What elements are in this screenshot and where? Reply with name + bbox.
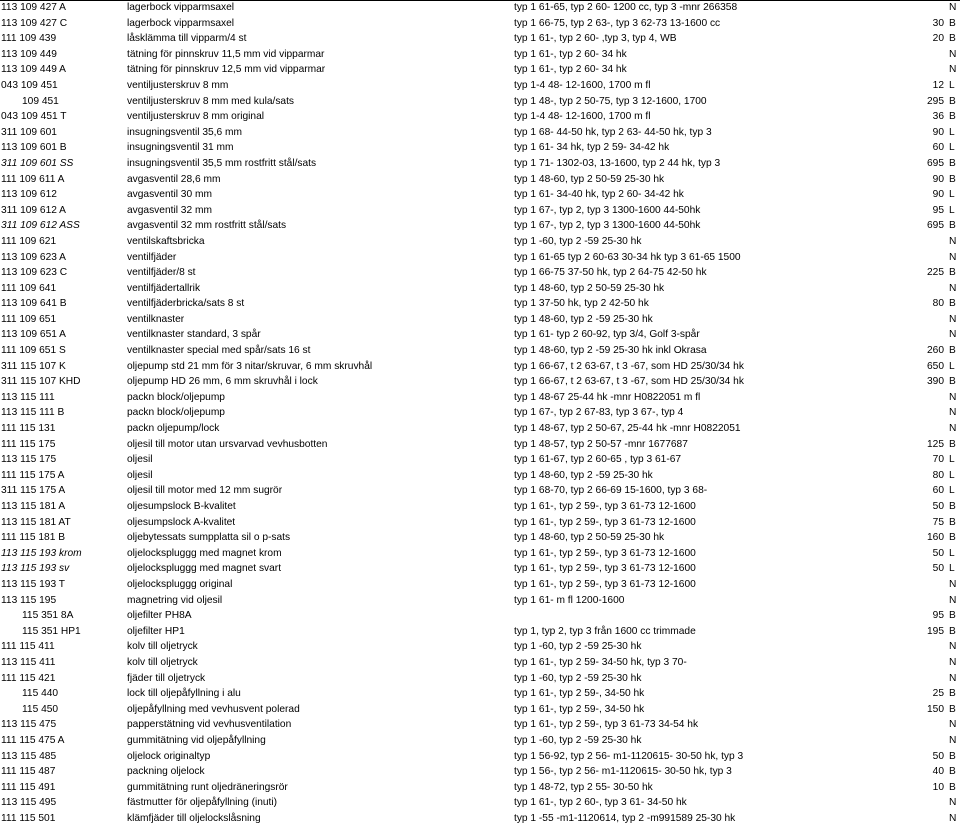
price: 150 — [927, 703, 944, 715]
fitment: typ 1 61-, typ 2 60-, typ 3 61- 34-50 hk — [514, 797, 687, 809]
list-item — [0, 94, 960, 110]
fitment: typ 1 48-67, typ 2 50-67, 25-44 hk -mnr H0822051 — [514, 423, 741, 435]
price: 80 — [932, 298, 944, 310]
list-item — [0, 811, 960, 826]
price: 36 — [932, 111, 944, 123]
fitment: typ 1, typ 2, typ 3 från 1600 cc trimmade — [514, 625, 696, 637]
stock-code: B — [949, 95, 956, 107]
fitment: typ 1 48-, typ 2 50-75, typ 3 12-1600, 1700 — [514, 95, 707, 107]
stock-code: B — [949, 157, 956, 169]
stock-code: B — [949, 516, 956, 528]
stock-code: B — [949, 688, 956, 700]
description: kolv till oljetryck — [127, 656, 198, 668]
stock-code: L — [949, 204, 955, 216]
fitment: typ 1 48-67 25-44 hk -mnr H0822051 m fl — [514, 391, 701, 403]
stock-code: B — [949, 438, 956, 450]
fitment: typ 1 61- 34 hk, typ 2 59- 34-42 hk — [514, 142, 670, 154]
stock-code: N — [949, 812, 957, 824]
part-number: 311 109 601 — [1, 126, 57, 138]
description: oljepump HD 26 mm, 6 mm skruvhål i lock — [127, 376, 318, 388]
list-item — [0, 561, 960, 577]
price: 30 — [932, 17, 944, 29]
stock-code: N — [949, 48, 957, 60]
stock-code: B — [949, 750, 956, 762]
description: ventilfjädertallrik — [127, 282, 201, 294]
description: insugningsventil 31 mm — [127, 142, 234, 154]
part-number: 111 115 421 — [1, 672, 56, 684]
description: lagerbock vipparmsaxel — [127, 17, 235, 29]
description: lagerbock vipparmsaxel — [127, 2, 235, 13]
fitment: typ 1 48-57, typ 2 50-57 -mnr 1677687 — [514, 438, 688, 450]
description: låsklämma till vipparm/4 st — [127, 33, 247, 45]
description: packning oljelock — [127, 766, 205, 778]
fitment: typ 1 61-, typ 2 59-, typ 3 61-73 12-1600 — [514, 516, 696, 528]
fitment: typ 1 48-72, typ 2 55- 30-50 hk — [514, 781, 653, 793]
fitment: typ 1-4 48- 12-1600, 1700 m fl — [514, 79, 651, 91]
description: kolv till oljetryck — [127, 641, 198, 653]
fitment: typ 1 48-60, typ 2 -59 25-30 hk — [514, 313, 653, 325]
description: tätning för pinnskruv 11,5 mm vid vipparmar — [127, 48, 325, 60]
stock-code: N — [949, 313, 957, 325]
price: 50 — [932, 501, 944, 512]
stock-code: N — [949, 282, 957, 294]
list-item — [0, 764, 960, 780]
list-item — [0, 203, 960, 219]
fitment: typ 1 71- 1302-03, 13-1600, typ 2 44 hk, typ 3 — [514, 157, 721, 169]
part-number: 111 115 175 A — [1, 469, 65, 481]
price: 10 — [932, 781, 944, 793]
description: ventilskaftsbricka — [127, 235, 205, 247]
part-number: 113 109 601 B — [1, 142, 67, 154]
description: oljesil — [127, 454, 153, 466]
stock-code: L — [949, 360, 955, 372]
fitment: typ 1 67-, typ 2 67-83, typ 3 67-, typ 4 — [514, 407, 684, 419]
stock-code: B — [949, 501, 956, 512]
stock-code: B — [949, 298, 956, 310]
stock-code: L — [949, 485, 955, 497]
stock-code: B — [949, 267, 956, 279]
part-number: 113 115 181 AT — [1, 516, 71, 528]
part-number: 113 109 651 A — [1, 329, 66, 341]
price: 80 — [932, 469, 944, 481]
part-number: 043 109 451 — [1, 79, 58, 91]
list-item — [0, 47, 960, 63]
part-number: 113 109 427 A — [1, 2, 66, 13]
stock-code: B — [949, 17, 956, 29]
part-number: 113 115 193 krom — [1, 547, 82, 559]
part-number: 113 109 427 C — [1, 17, 68, 29]
part-number: 111 115 501 — [1, 812, 56, 824]
description: tätning för pinnskruv 12,5 mm vid vipparmar — [127, 64, 326, 76]
stock-code: N — [949, 2, 957, 13]
part-number: 111 109 641 — [1, 282, 57, 294]
stock-code: B — [949, 111, 956, 123]
part-number: 111 115 487 — [1, 766, 56, 778]
fitment: typ 1 -60, typ 2 -59 25-30 hk — [514, 734, 642, 746]
list-item — [0, 109, 960, 125]
list-item — [0, 515, 960, 531]
list-item — [0, 780, 960, 796]
description: fästmutter för oljepåfyllning (inuti) — [127, 797, 278, 809]
list-item — [0, 577, 960, 593]
stock-code: N — [949, 641, 957, 653]
list-item — [0, 749, 960, 765]
part-number: 311 115 107 K — [1, 360, 66, 372]
list-item — [0, 452, 960, 468]
fitment: typ 1 -55 -m1-1120614, typ 2 -m991589 25-30 hk — [514, 812, 736, 824]
part-number: 111 109 439 — [1, 33, 57, 45]
stock-code: N — [949, 64, 957, 76]
description: packn block/oljepump — [127, 407, 225, 419]
description: oljelockspluggg med magnet krom — [127, 547, 282, 559]
price: 195 — [927, 625, 944, 637]
part-number: 113 115 485 — [1, 750, 57, 762]
price: 60 — [932, 485, 944, 497]
description: oljepump std 21 mm för 3 nitar/skruvar, 6 mm skruvhål — [127, 360, 373, 372]
price: 75 — [932, 516, 944, 528]
fitment: typ 1 67-, typ 2, typ 3 1300-1600 44-50hk — [514, 204, 701, 216]
description: oljesil — [127, 469, 153, 481]
part-number: 113 109 612 — [1, 189, 57, 201]
fitment: typ 1 48-60, typ 2 -59 25-30 hk — [514, 469, 653, 481]
stock-code: N — [949, 672, 957, 684]
price: 225 — [927, 267, 944, 279]
description: gummitätning runt oljedräneringsrör — [127, 781, 288, 793]
description: ventilfjäder — [127, 251, 177, 263]
stock-code: B — [949, 532, 956, 544]
fitment: typ 1 68-70, typ 2 66-69 15-1600, typ 3 68- — [514, 485, 708, 497]
price: 70 — [932, 454, 944, 466]
price: 650 — [927, 360, 944, 372]
description: ventilknaster standard, 3 spår — [127, 329, 261, 341]
fitment: typ 1 -60, typ 2 -59 25-30 hk — [514, 641, 642, 653]
stock-code: N — [949, 235, 957, 247]
fitment: typ 1 -60, typ 2 -59 25-30 hk — [514, 235, 642, 247]
part-number: 111 115 181 B — [1, 532, 66, 544]
stock-code: N — [949, 407, 957, 419]
part-number: 113 115 181 A — [1, 501, 66, 512]
list-item — [0, 78, 960, 94]
part-number: 111 109 621 — [1, 235, 57, 247]
fitment: typ 1 66-75 37-50 hk, typ 2 64-75 42-50 hk — [514, 267, 707, 279]
description: oljelockspluggg med magnet svart — [127, 563, 282, 575]
list-item — [0, 187, 960, 203]
fitment: typ 1 61-, typ 2 59-, 34-50 hk — [514, 703, 645, 715]
stock-code: B — [949, 703, 956, 715]
fitment: typ 1 61-, typ 2 60- ,typ 3, typ 4, WB — [514, 33, 677, 45]
part-number: 113 109 641 B — [1, 298, 67, 310]
part-number: 113 115 411 — [1, 656, 56, 668]
description: oljelockspluggg original — [127, 578, 233, 590]
part-number: 111 115 175 — [1, 438, 56, 450]
part-number: 115 440 — [22, 688, 59, 700]
description: avgasventil 32 mm rostfritt stål/sats — [127, 220, 287, 232]
list-item — [0, 671, 960, 687]
description: packn oljepump/lock — [127, 423, 220, 435]
price: 125 — [927, 438, 944, 450]
fitment: typ 1 61- m fl 1200-1600 — [514, 594, 625, 606]
list-item — [0, 530, 960, 546]
list-item — [0, 250, 960, 266]
list-item — [0, 359, 960, 375]
part-number: 111 115 475 A — [1, 734, 65, 746]
price: 260 — [927, 345, 944, 357]
description: oljesil till motor med 12 mm sugrör — [127, 485, 283, 497]
list-item — [0, 31, 960, 47]
stock-code: L — [949, 126, 955, 138]
stock-code: N — [949, 797, 957, 809]
part-number: 113 115 475 — [1, 719, 57, 731]
part-number: 111 115 411 — [1, 641, 55, 653]
price: 90 — [932, 126, 944, 138]
stock-code: L — [949, 79, 955, 91]
list-item — [0, 405, 960, 421]
price: 40 — [932, 766, 944, 778]
list-item — [0, 624, 960, 640]
stock-code: L — [949, 469, 955, 481]
description: lock till oljepåfyllning i alu — [127, 688, 241, 700]
stock-code: N — [949, 329, 957, 341]
part-number: 113 115 193 T — [1, 578, 66, 590]
fitment: typ 1 61-, typ 2 59- 34-50 hk, typ 3 70- — [514, 656, 687, 668]
list-item — [0, 62, 960, 78]
list-item — [0, 374, 960, 390]
price: 25 — [932, 688, 944, 700]
fitment: typ 1 68- 44-50 hk, typ 2 63- 44-50 hk, typ 3 — [514, 126, 712, 138]
part-number: 113 115 195 — [1, 594, 57, 606]
price: 50 — [932, 750, 944, 762]
description: insugningsventil 35,6 mm — [127, 126, 242, 138]
stock-code: B — [949, 766, 956, 778]
list-item — [0, 265, 960, 281]
list-item — [0, 655, 960, 671]
part-number: 115 450 — [22, 703, 59, 715]
list-item — [0, 499, 960, 515]
price: 695 — [927, 220, 944, 232]
price: 90 — [932, 173, 944, 185]
list-item — [0, 468, 960, 484]
list-item — [0, 639, 960, 655]
list-item — [0, 234, 960, 250]
description: avgasventil 30 mm — [127, 189, 212, 201]
fitment: typ 1 66-67, t 2 63-67, t 3 -67, som HD 25/30/34 hk — [514, 376, 744, 388]
description: ventilknaster — [127, 313, 185, 325]
list-item — [0, 140, 960, 156]
part-number: 111 109 611 A — [1, 173, 65, 185]
fitment: typ 1-4 48- 12-1600, 1700 m fl — [514, 111, 651, 123]
description: ventiljusterskruv 8 mm — [127, 79, 229, 91]
description: ventilfjäderbricka/sats 8 st — [127, 298, 245, 310]
fitment: typ 1 48-60, typ 2 50-59 25-30 hk — [514, 532, 665, 544]
stock-code: B — [949, 610, 956, 622]
list-item — [0, 437, 960, 453]
list-item — [0, 608, 960, 624]
price: 95 — [932, 610, 944, 622]
description: ventilknaster special med spår/sats 16 st — [127, 345, 311, 357]
part-number: 311 115 107 KHD — [1, 376, 81, 388]
fitment: typ 1 -60, typ 2 -59 25-30 hk — [514, 672, 642, 684]
stock-code: L — [949, 563, 955, 575]
list-item — [0, 733, 960, 749]
list-item — [0, 156, 960, 172]
fitment: typ 1 61-65, typ 2 60- 1200 cc, typ 3 -mnr 266358 — [514, 2, 738, 13]
fitment: typ 1 67-, typ 2, typ 3 1300-1600 44-50hk — [514, 220, 701, 232]
list-item — [0, 327, 960, 343]
description: packn block/oljepump — [127, 391, 225, 403]
part-number: 311 109 601 SS — [1, 157, 74, 169]
fitment: typ 1 66-67, t 2 63-67, t 3 -67, som HD 25/30/34 hk — [514, 360, 744, 372]
description: gummitätning vid oljepåfyllning — [127, 734, 266, 746]
list-item — [0, 546, 960, 562]
fitment: typ 1 61-, typ 2 59-, typ 3 61-73 34-54 hk — [514, 719, 699, 731]
description: magnetring vid oljesil — [127, 594, 223, 606]
description: oljesumpslock A-kvalitet — [127, 516, 236, 528]
stock-code: N — [949, 594, 957, 606]
fitment: typ 1 48-60, typ 2 -59 25-30 hk inkl Okrasa — [514, 345, 707, 357]
stock-code: B — [949, 33, 956, 45]
list-item — [0, 312, 960, 328]
list-item — [0, 16, 960, 32]
part-number: 311 115 175 A — [1, 485, 66, 497]
part-number: 113 115 111 B — [1, 407, 65, 419]
stock-code: B — [949, 625, 956, 637]
list-item — [0, 0, 960, 16]
part-number: 115 351 HP1 — [22, 625, 81, 637]
list-item — [0, 296, 960, 312]
stock-code: L — [949, 547, 955, 559]
fitment: typ 1 61-, typ 2 59-, typ 3 61-73 12-1600 — [514, 563, 696, 575]
fitment: typ 1 61-65 typ 2 60-63 30-34 hk typ 3 61-65 1500 — [514, 251, 741, 263]
list-item — [0, 125, 960, 141]
fitment: typ 1 61- typ 2 60-92, typ 3/4, Golf 3-spår — [514, 329, 700, 341]
fitment: typ 1 61-, typ 2 59-, typ 3 61-73 12-1600 — [514, 578, 696, 590]
part-number: 113 115 193 sv — [1, 563, 70, 575]
description: oljelock originaltyp — [127, 750, 211, 762]
part-number: 111 115 491 — [1, 781, 56, 793]
price: 160 — [927, 532, 944, 544]
part-number: 113 109 449 A — [1, 64, 66, 76]
fitment: typ 1 61-, typ 2 60- 34 hk — [514, 48, 627, 60]
fitment: typ 1 56-92, typ 2 56- m1-1120615- 30-50 hk, typ 3 — [514, 750, 744, 762]
fitment: typ 1 48-60, typ 2 50-59 25-30 hk — [514, 173, 665, 185]
list-item — [0, 795, 960, 811]
list-item — [0, 343, 960, 359]
stock-code: N — [949, 734, 957, 746]
fitment: typ 1 61-, typ 2 59-, 34-50 hk — [514, 688, 645, 700]
description: ventiljusterskruv 8 mm original — [127, 111, 265, 123]
description: oljepåfyllning med vevhusvent polerad — [127, 703, 300, 715]
stock-code: L — [949, 142, 955, 154]
price: 295 — [927, 95, 944, 107]
list-item — [0, 281, 960, 297]
fitment: typ 1 37-50 hk, typ 2 42-50 hk — [514, 298, 649, 310]
price: 50 — [932, 547, 944, 559]
list-item — [0, 483, 960, 499]
price: 20 — [932, 33, 944, 45]
description: klämfjäder till oljelockslåsning — [127, 812, 261, 824]
stock-code: L — [949, 189, 955, 201]
fitment: typ 1 61- 34-40 hk, typ 2 60- 34-42 hk — [514, 189, 684, 201]
description: papperstätning vid vevhusventilation — [127, 719, 292, 731]
list-item — [0, 717, 960, 733]
stock-code: B — [949, 173, 956, 185]
stock-code: B — [949, 781, 956, 793]
stock-code: B — [949, 376, 956, 388]
description: avgasventil 32 mm — [127, 204, 212, 216]
part-number: 043 109 451 T — [1, 111, 67, 123]
fitment: typ 1 56-, typ 2 56- m1-1120615- 30-50 hk, typ 3 — [514, 766, 732, 778]
fitment: typ 1 61-, typ 2 59-, typ 3 61-73 12-1600 — [514, 501, 696, 512]
price: 695 — [927, 157, 944, 169]
stock-code: N — [949, 391, 957, 403]
part-number: 113 109 449 — [1, 48, 57, 60]
stock-code: B — [949, 220, 956, 232]
list-item — [0, 702, 960, 718]
price: 60 — [932, 142, 944, 154]
list-item — [0, 593, 960, 609]
stock-code: B — [949, 345, 956, 357]
description: avgasventil 28,6 mm — [127, 173, 221, 185]
part-number: 311 109 612 A — [1, 204, 66, 216]
fitment: typ 1 61-, typ 2 59-, typ 3 61-73 12-1600 — [514, 547, 696, 559]
description: ventilfjäder/8 st — [127, 267, 196, 279]
stock-code: N — [949, 719, 957, 731]
description: oljefilter PH8A — [127, 610, 192, 622]
stock-code: N — [949, 423, 957, 435]
part-number: 113 115 111 — [1, 391, 55, 403]
part-number: 111 109 651 — [1, 313, 57, 325]
fitment: typ 1 66-75, typ 2 63-, typ 3 62-73 13-1600 cc — [514, 17, 721, 29]
description: fjäder till oljetryck — [127, 672, 206, 684]
description: insugningsventil 35,5 mm rostfritt stål/sats — [127, 157, 317, 169]
part-number: 111 115 131 — [1, 423, 56, 435]
description: oljefilter HP1 — [127, 625, 185, 637]
price: 95 — [932, 204, 944, 216]
price: 50 — [932, 563, 944, 575]
list-item — [0, 686, 960, 702]
description: ventiljusterskruv 8 mm med kula/sats — [127, 95, 295, 107]
price: 90 — [932, 189, 944, 201]
part-number: 113 109 623 C — [1, 267, 68, 279]
part-number: 113 109 623 A — [1, 251, 66, 263]
part-number: 115 351 8A — [22, 610, 74, 622]
fitment: typ 1 61-, typ 2 60- 34 hk — [514, 64, 627, 76]
part-number: 311 109 612 ASS — [1, 220, 80, 232]
list-item — [0, 218, 960, 234]
stock-code: N — [949, 251, 957, 263]
fitment: typ 1 61-67, typ 2 60-65 , typ 3 61-67 — [514, 454, 682, 466]
description: oljesumpslock B-kvalitet — [127, 501, 236, 512]
part-number: 113 115 175 — [1, 454, 57, 466]
fitment: typ 1 48-60, typ 2 50-59 25-30 hk — [514, 282, 665, 294]
stock-code: N — [949, 578, 957, 590]
description: oljesil till motor utan ursvarvad vevhusbotten — [127, 438, 328, 450]
list-item — [0, 390, 960, 406]
part-number: 113 115 495 — [1, 797, 57, 809]
stock-code: N — [949, 656, 957, 668]
list-item — [0, 172, 960, 188]
price: 12 — [932, 79, 944, 91]
part-number: 109 451 — [22, 95, 59, 107]
list-item — [0, 421, 960, 437]
description: oljebytessats sumpplatta sil o p-sats — [127, 532, 291, 544]
stock-code: L — [949, 454, 955, 466]
price: 390 — [927, 376, 944, 388]
part-number: 111 109 651 S — [1, 345, 66, 357]
